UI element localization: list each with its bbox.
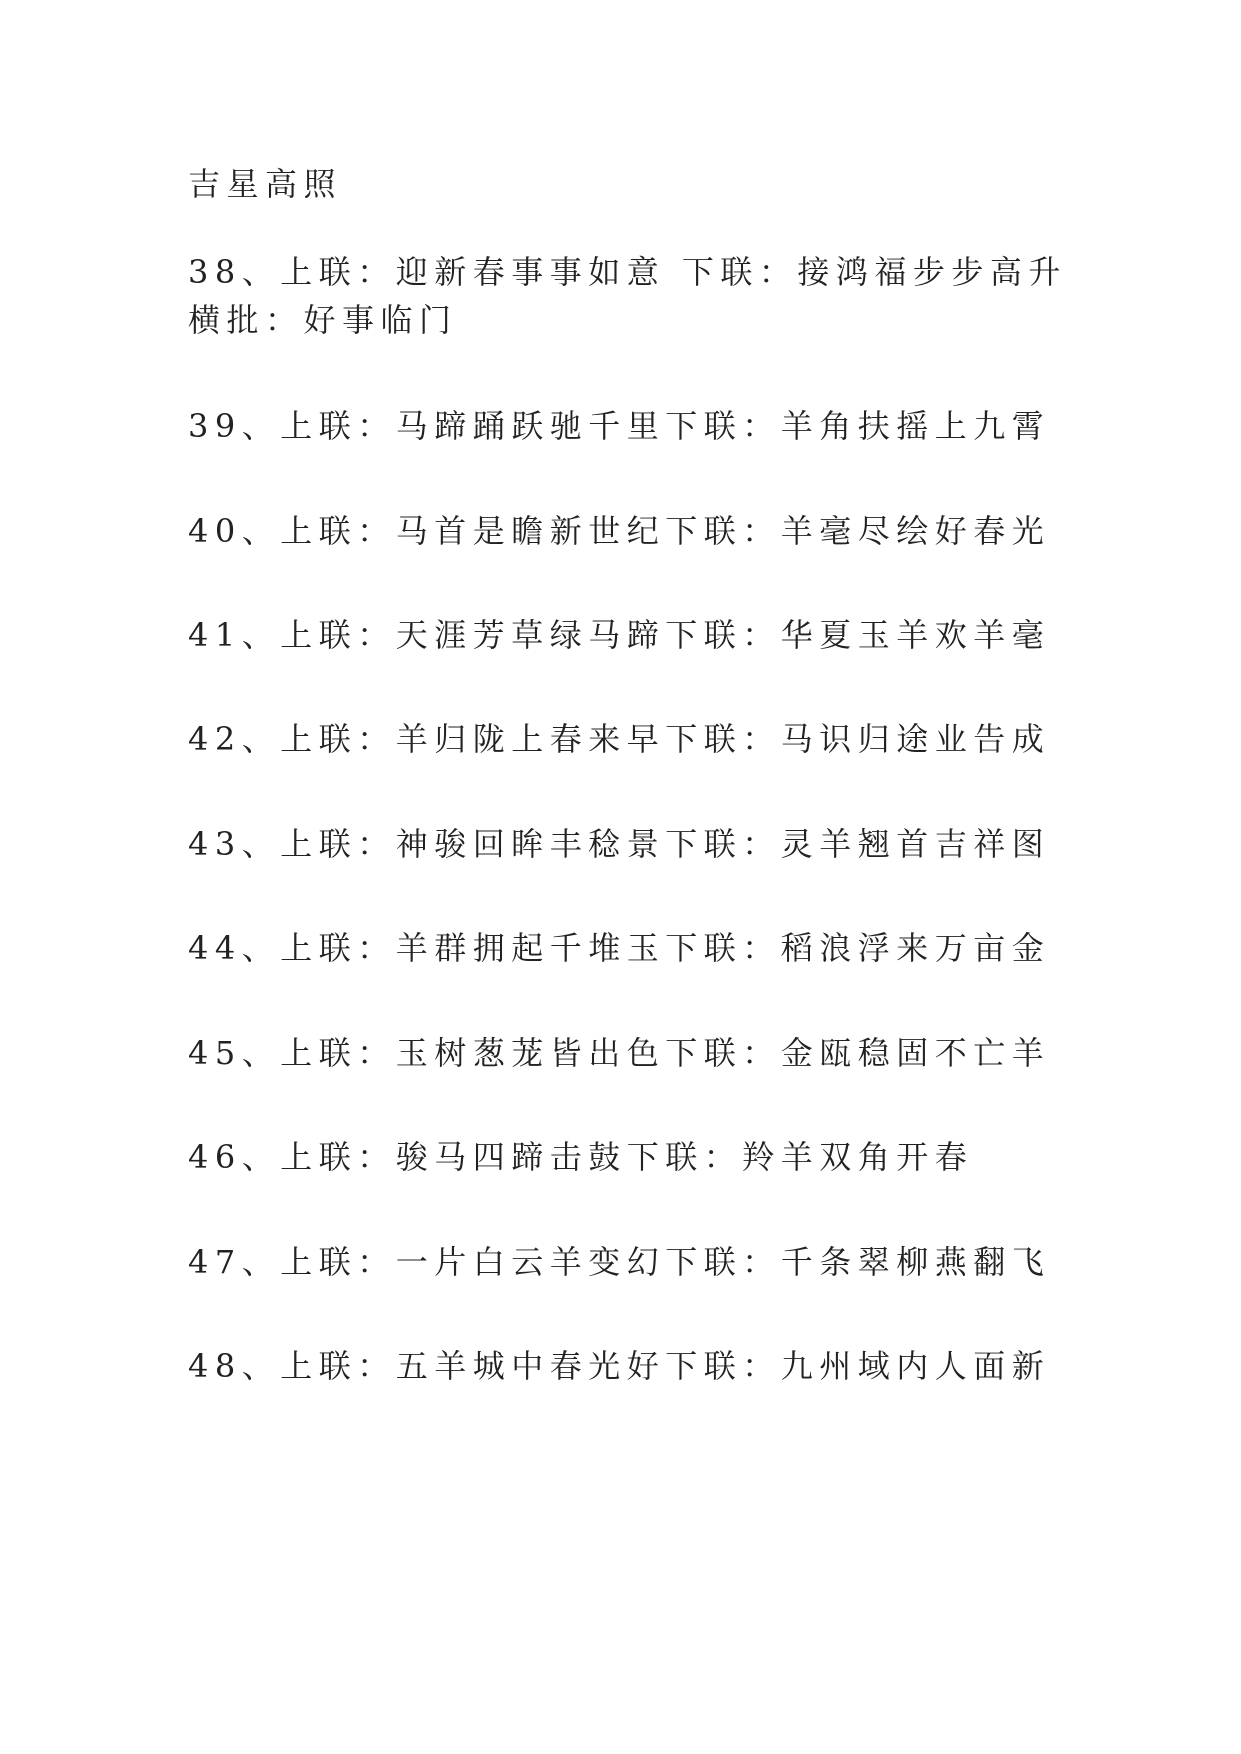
couplet-41: 41、上联：天涯芳草绿马蹄下联：华夏玉羊欢羊毫: [188, 616, 1051, 654]
couplet-46: 46、上联：骏马四蹄击鼓下联：羚羊双角开春: [188, 1138, 974, 1176]
couplet-47: 47、上联：一片白云羊变幻下联：千条翠柳燕翻飞: [188, 1243, 1051, 1281]
couplet-43: 43、上联：神骏回眸丰稔景下联：灵羊翘首吉祥图: [188, 825, 1051, 863]
couplet-42: 42、上联：羊归陇上春来早下联：马识归途业告成: [188, 720, 1051, 758]
couplet-40: 40、上联：马首是瞻新世纪下联：羊毫尽绘好春光: [188, 512, 1051, 550]
couplet-39: 39、上联：马蹄踊跃驰千里下联：羊角扶摇上九霄: [188, 407, 1051, 445]
couplet-44: 44、上联：羊群拥起千堆玉下联：稻浪浮来万亩金: [188, 929, 1051, 967]
couplet-38: 38、上联：迎新春事事如意 下联：接鸿福步步高升 横批：好事临门: [188, 253, 1067, 339]
couplet-45: 45、上联：玉树葱茏皆出色下联：金瓯稳固不亡羊: [188, 1034, 1051, 1072]
couplet-48: 48、上联：五羊城中春光好下联：九州域内人面新: [188, 1347, 1051, 1385]
text-line-continued-heading: 吉星高照: [188, 165, 343, 203]
